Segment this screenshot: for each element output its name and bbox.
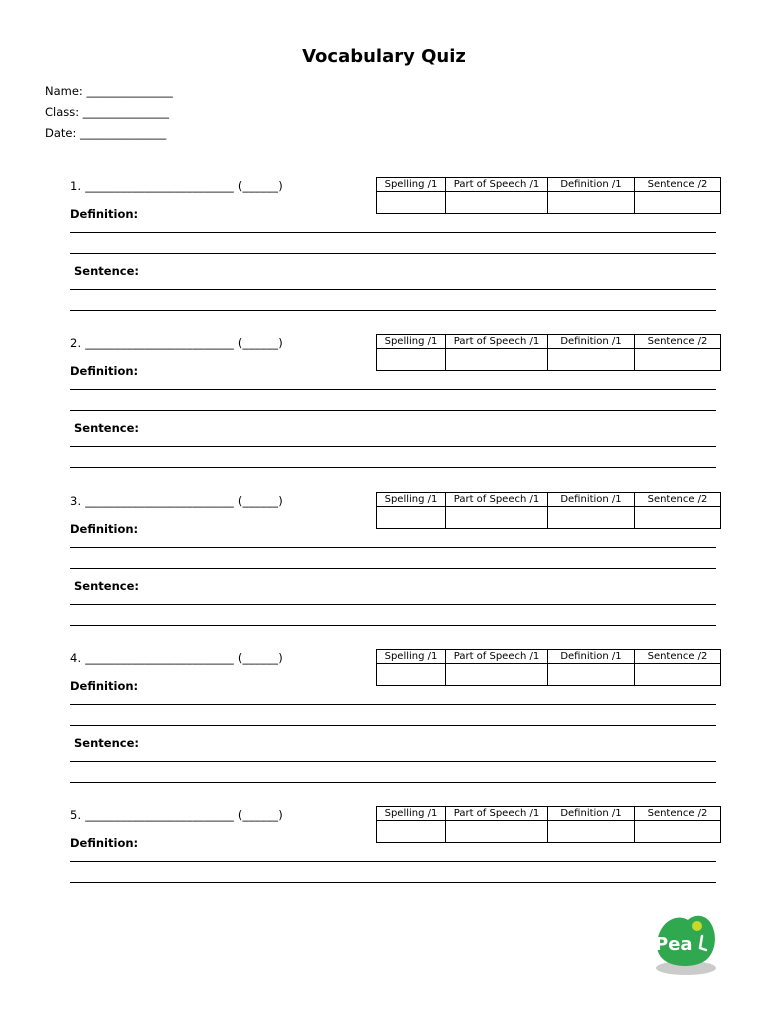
sentence-line[interactable] — [70, 446, 716, 447]
sentence-line[interactable] — [70, 604, 716, 605]
score-table — [376, 177, 721, 214]
score-cell[interactable] — [446, 821, 548, 843]
definition-line[interactable] — [70, 547, 716, 548]
sentence-line[interactable] — [70, 782, 716, 783]
page-title: Vocabulary Quiz — [302, 46, 466, 67]
score-cell[interactable] — [446, 192, 548, 214]
score-cell[interactable] — [548, 821, 635, 843]
score-cell[interactable] — [446, 664, 548, 686]
score-cell[interactable] — [377, 192, 446, 214]
definition-line[interactable] — [70, 253, 716, 254]
score-header-part-of-speech: Part of Speech /1 — [446, 178, 548, 192]
score-header-sentence: Sentence /2 — [635, 178, 721, 192]
score-header-definition: Definition /1 — [548, 493, 635, 507]
definition-line[interactable] — [70, 389, 716, 390]
score-header-definition: Definition /1 — [548, 650, 635, 664]
score-cell[interactable] — [548, 349, 635, 371]
definition-line[interactable] — [70, 410, 716, 411]
score-cell[interactable] — [635, 349, 721, 371]
score-header-spelling: Spelling /1 — [377, 807, 446, 821]
definition-line[interactable] — [70, 568, 716, 569]
score-cell[interactable] — [635, 821, 721, 843]
definition-line[interactable] — [70, 704, 716, 705]
sentence-line[interactable] — [70, 467, 716, 468]
score-header-sentence: Sentence /2 — [635, 807, 721, 821]
sentence-line[interactable] — [70, 289, 716, 290]
score-cell[interactable] — [377, 349, 446, 371]
name-field[interactable]: Name: _______________ — [45, 84, 173, 98]
score-cell[interactable] — [635, 507, 721, 529]
definition-label: Definition: — [70, 364, 139, 378]
score-header-definition: Definition /1 — [548, 178, 635, 192]
score-cell[interactable] — [377, 821, 446, 843]
class-field[interactable]: Class: _______________ — [45, 105, 170, 119]
score-table — [376, 649, 721, 686]
score-header-sentence: Sentence /2 — [635, 493, 721, 507]
score-cell[interactable] — [377, 507, 446, 529]
score-cell[interactable] — [377, 664, 446, 686]
word-answer-line[interactable]: 4. _________________________ (______) — [70, 651, 283, 665]
quiz-item-2 — [0, 336, 768, 496]
pearl-logo — [648, 908, 724, 980]
score-cell[interactable] — [548, 507, 635, 529]
score-cell[interactable] — [548, 664, 635, 686]
sentence-label: Sentence: — [74, 264, 139, 278]
word-answer-line[interactable]: 3. _________________________ (______) — [70, 494, 283, 508]
score-header-definition: Definition /1 — [548, 807, 635, 821]
sentence-line[interactable] — [70, 310, 716, 311]
sentence-label: Sentence: — [74, 579, 139, 593]
score-cell[interactable] — [548, 192, 635, 214]
score-cell[interactable] — [635, 192, 721, 214]
definition-line[interactable] — [70, 882, 716, 883]
sentence-label: Sentence: — [74, 421, 139, 435]
definition-line[interactable] — [70, 861, 716, 862]
score-table — [376, 806, 721, 843]
definition-label: Definition: — [70, 679, 139, 693]
definition-line[interactable] — [70, 725, 716, 726]
definition-label: Definition: — [70, 836, 139, 850]
date-field[interactable]: Date: _______________ — [45, 126, 167, 140]
quiz-item-5 — [0, 808, 768, 898]
score-cell[interactable] — [446, 349, 548, 371]
score-table — [376, 334, 721, 371]
score-header-part-of-speech: Part of Speech /1 — [446, 335, 548, 349]
score-header-spelling: Spelling /1 — [377, 178, 446, 192]
score-header-part-of-speech: Part of Speech /1 — [446, 807, 548, 821]
score-header-definition: Definition /1 — [548, 335, 635, 349]
score-table — [376, 492, 721, 529]
sentence-line[interactable] — [70, 625, 716, 626]
definition-line[interactable] — [70, 232, 716, 233]
sentence-label: Sentence: — [74, 736, 139, 750]
score-header-sentence: Sentence /2 — [635, 335, 721, 349]
quiz-item-1 — [0, 179, 768, 339]
score-header-part-of-speech: Part of Speech /1 — [446, 493, 548, 507]
score-header-spelling: Spelling /1 — [377, 335, 446, 349]
word-answer-line[interactable]: 2. _________________________ (______) — [70, 336, 283, 350]
logo-text: Pea — [655, 934, 693, 955]
score-cell[interactable] — [635, 664, 721, 686]
score-header-part-of-speech: Part of Speech /1 — [446, 650, 548, 664]
definition-label: Definition: — [70, 522, 139, 536]
score-header-sentence: Sentence /2 — [635, 650, 721, 664]
word-answer-line[interactable]: 1. _________________________ (______) — [70, 179, 283, 193]
quiz-item-4 — [0, 651, 768, 811]
quiz-item-3 — [0, 494, 768, 654]
sentence-line[interactable] — [70, 761, 716, 762]
score-header-spelling: Spelling /1 — [377, 650, 446, 664]
definition-label: Definition: — [70, 207, 139, 221]
word-answer-line[interactable]: 5. _________________________ (______) — [70, 808, 283, 822]
score-header-spelling: Spelling /1 — [377, 493, 446, 507]
score-cell[interactable] — [446, 507, 548, 529]
